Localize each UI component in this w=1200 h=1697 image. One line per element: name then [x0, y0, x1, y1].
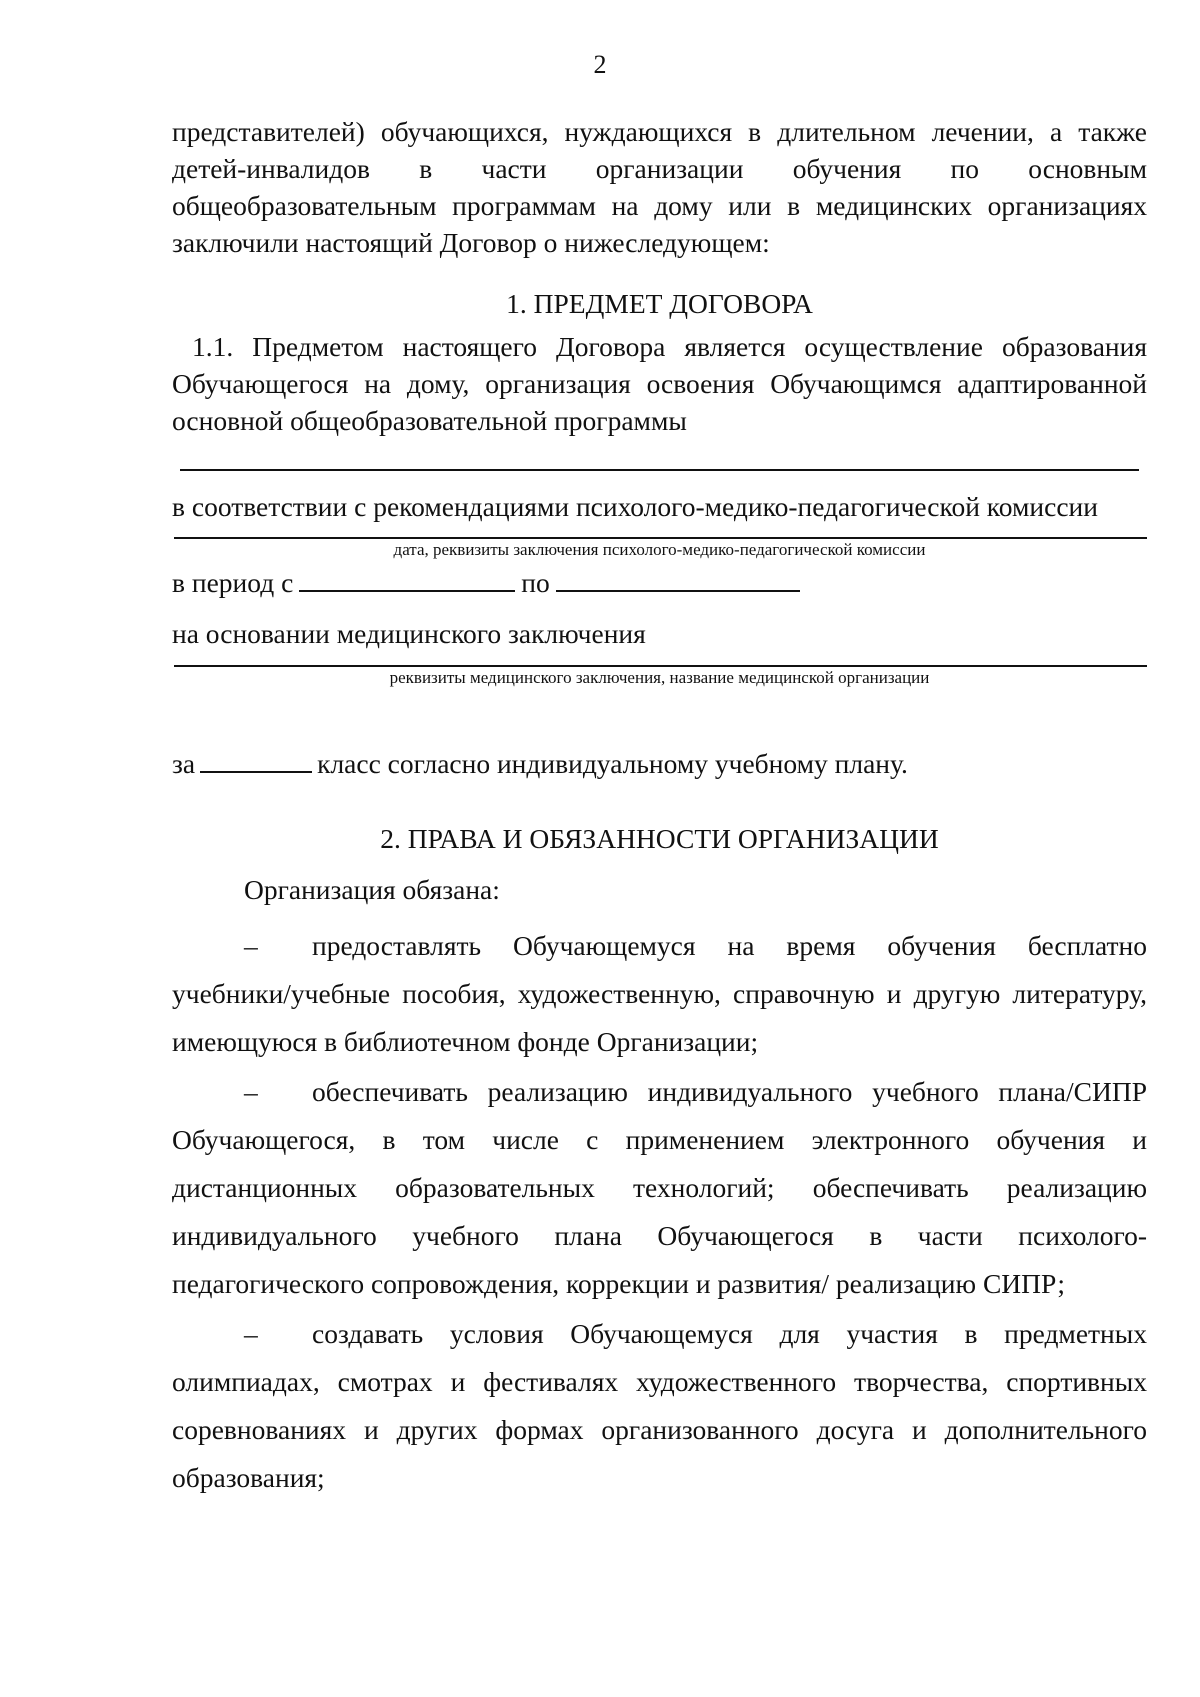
pmpk-caption: дата, реквизиты заключения психолого-медико-педагогической комиссии	[393, 540, 926, 559]
class-row	[172, 745, 1147, 782]
list-item	[172, 1310, 1147, 1502]
list-item	[172, 1068, 1147, 1308]
list-dash: –	[244, 930, 258, 961]
list-dash: –	[244, 1076, 258, 1107]
medical-basis-text: на основании медицинского заключения	[172, 618, 646, 649]
period-to-blank	[556, 570, 800, 592]
organization-obliged: Организация обязана:	[244, 874, 500, 905]
class-blank	[200, 751, 312, 773]
class-suffix: класс согласно индивидуальному учебному плану.	[317, 748, 908, 779]
list-item	[172, 922, 1147, 1066]
list-dash: –	[244, 1318, 258, 1349]
list-item-text: обеспечивать реализацию индивидуального учебного плана/СИПР Обучающегося, в том числе с применением электронного обучения и дистанционных образовательных технологий; обеспечивать реализацию индивидуального учебного плана Обучающегося в части психолого-педагогического сопровождения, коррекции и развития/ реализацию СИПР;	[172, 1076, 1147, 1299]
document-body	[172, 113, 1147, 1502]
accordance-text: в соответствии с рекомендациями психолого-медико-педагогической комиссии	[172, 491, 1098, 522]
intro-paragraph: представителей) обучающихся, нуждающихся в длительном лечении, а также детей-инвалидов в части организации обучения по основным общеобразовательным программам на дому или в медицинских организациях заключили настоящий Договор о нижеследующем:	[172, 116, 1147, 258]
program-blank-line	[180, 469, 1139, 471]
period-to-label: по	[521, 567, 550, 598]
medical-caption: реквизиты медицинского заключения, название медицинской организации	[389, 668, 930, 687]
list-item-text: предоставлять Обучающемуся на время обучения бесплатно учебники/учебные пособия, художественную, справочную и другую литературу, имеющуюся в библиотечном фонде Организации;	[172, 930, 1147, 1057]
class-prefix: за	[172, 748, 196, 779]
section-1-title: 1. ПРЕДМЕТ ДОГОВОРА	[506, 288, 813, 319]
list-item-text: создавать условия Обучающемуся для участия в предметных олимпиадах, смотрах и фестивалях художественного творчества, спортивных соревнованиях и других формах организованного досуга и дополнительного образования;	[172, 1318, 1147, 1493]
period-from-blank	[299, 570, 515, 592]
section-2-title: 2. ПРАВА И ОБЯЗАННОСТИ ОРГАНИЗАЦИИ	[380, 823, 939, 854]
clause-1-1: 1.1. Предметом настоящего Договора является осуществление образования Обучающегося на дому, организация освоения Обучающимся адаптированной основной общеобразовательной программы	[172, 331, 1147, 436]
page-number: 2	[593, 50, 607, 79]
period-from-label: в период с	[172, 567, 294, 598]
period-row	[172, 564, 1147, 601]
